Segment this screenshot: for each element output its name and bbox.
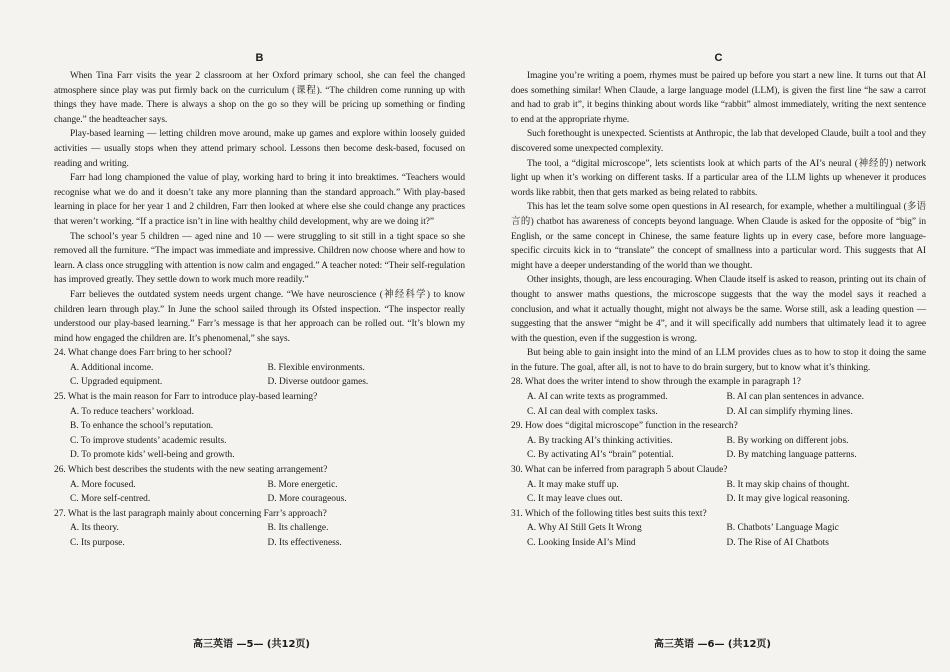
option: A. By tracking AI’s thinking activities.: [527, 435, 673, 446]
option: D. Its effectiveness.: [267, 538, 342, 548]
option: D. The Rise of AI Chatbots: [726, 538, 829, 548]
option: B. Chatbots’ Language Magic: [726, 523, 839, 534]
option: C. To improve students’ academic results.: [70, 435, 227, 446]
option: D. To promote kids’ well-being and growth.: [70, 450, 235, 461]
option: A. Why AI Still Gets It Wrong: [527, 523, 642, 534]
option: A. Its theory.: [70, 523, 119, 534]
question-29: [511, 419, 926, 463]
option: D. Diverse outdoor games.: [267, 377, 369, 388]
passage-paragraph: The tool, a “digital microscope”, lets scientists look at which parts of the AI’s neural (神经的) network light up when it’s working on different tasks. If a particular area of the LLM lights up whenever it produces words like rabbit, then that gets marked as being related to rabbits.: [511, 158, 926, 198]
question-stem: 30. What can be inferred from paragraph 5 about Claude?: [511, 465, 728, 476]
option: C. More self-centred.: [70, 494, 151, 505]
option: C. AI can deal with complex tasks.: [527, 406, 658, 417]
question-30: [511, 463, 926, 507]
passage-paragraph: Farr believes the outdated system needs urgent change. “We have neuroscience (神经科学) to know children learn through play.” In June the school sailed through its Ofsted inspection. “The inspector really understood our play-based learning.” Farr’s message is that her approach can be rolled out. “It’s blown my mind how engaged the children are. It’s phenomenal,” she says.: [54, 289, 465, 344]
question-stem: 25. What is the main reason for Farr to introduce play-based learning?: [54, 392, 318, 403]
option: D. AI can simplify rhyming lines.: [726, 406, 853, 417]
question-stem: 29. How does “digital microscope” function in the research?: [511, 421, 738, 432]
option: B. Its challenge.: [267, 523, 329, 534]
option: C. By activating AI’s “brain” potential.: [527, 450, 674, 461]
option: B. By working on different jobs.: [726, 435, 849, 446]
option: D. By matching language patterns.: [726, 450, 857, 461]
option: B. It may skip chains of thought.: [726, 479, 850, 490]
passage-paragraph: Such forethought is unexpected. Scientists at Anthropic, the lab that developed Claude, built a tool and they discovered some unexpected complexity.: [511, 129, 926, 154]
passage-paragraph: When Tina Farr visits the year 2 classroom at her Oxford primary school, she can feel the changed atmosphere since play was put firmly back on the curriculum (课程). “The children come running up with things they have made. There is always a shop on the go so they will be pricing up something or finding change.” the headteacher says.: [54, 71, 465, 125]
option: B. Flexible environments.: [267, 362, 365, 373]
passage-paragraph: This has let the team solve some open questions in AI research, for example, whether a multilingual (多语言的) chatbot has awareness of concepts beyond language. When Claude is asked for the opposite of “big” in English, or the same concept in Chinese, the same feature lights up in every case, before more language-specific circuits kick in to “translate” the concept of smallness into a particular word. This suggests that AI might have a deeper understanding of the world than we thought.: [511, 202, 926, 271]
page-footer: 高三英语 —5— (共12页): [193, 639, 310, 650]
passage-paragraph: The school’s year 5 children — aged nine and 10 — were struggling to sit still in a tight space so she removed all the furniture. “The impact was immediate and impressive. Children now choose where and how to learn. A class once struggling with attention is now calm and engaged.” A teacher noted: “Their self-regulation has improved greatly. They settle down to work much more readily.”: [54, 231, 465, 286]
option: A. To reduce teachers’ workload.: [70, 406, 194, 417]
option: D. More courageous.: [267, 494, 347, 505]
option: B. More energetic.: [267, 479, 338, 490]
option: C. Upgraded equipment.: [70, 377, 163, 388]
question-24: [54, 346, 465, 390]
option: C. Looking Inside AI’s Mind: [527, 538, 636, 548]
option: A. Additional income.: [70, 362, 154, 373]
option: A. More focused.: [70, 479, 136, 490]
question-28: [511, 375, 926, 419]
question-25: [54, 390, 465, 463]
question-stem: 24. What change does Farr bring to her school?: [54, 348, 232, 359]
option: A. It may make stuff up.: [527, 479, 619, 490]
option: B. To enhance the school’s reputation.: [70, 421, 214, 432]
option: A. AI can write texts as programmed.: [527, 392, 668, 403]
section-title: C: [714, 52, 723, 64]
passage-paragraph: But being able to gain insight into the mind of an LLM provides clues as to how to stop it doing the same in the future. The goal, after all, is not to have to do brain surgery, but to know what it’s thinking.: [511, 348, 926, 373]
question-stem: 31. Which of the following titles best suits this text?: [511, 508, 707, 519]
passage-paragraph: Farr had long championed the value of play, working hard to bring it into breaktimes. “Teachers would recognise what we do and it doesn’t take any more planning than the standard approach.” With play-based learning in place for her year 1 and 2 children, Farr then looked at where else she could change any practices that weren’t working. “If a practice isn’t in line with healthy child development, why are we doing it?”: [54, 173, 465, 227]
option: C. It may leave clues out.: [527, 494, 623, 505]
passage-paragraph: Other insights, though, are less encouraging. When Claude itself is asked to reason, printing out its chain of thought to answer maths questions, the microscope suggests that the way the model says it reached a conclusion, and what it actually thought, might not always be the same. Worse still, ask a leading question — suggesting that the answer “might be 4”, and it will specifically add numbers that ultimately lead it to agree with the question, even if the suggestion is wrong.: [511, 275, 926, 344]
passage-paragraph: Play-based learning — letting children move around, make up games and explore within loosely guided activities — usually stops when they attend primary school. Lessons then become desk-based, focused on reading and writing.: [54, 129, 465, 169]
passage-paragraph: Imagine you’re writing a poem, rhymes must be paired up before you start a new line. It turns out that AI does something similar! When Claude, a large language model (LLM), is given the first line “he saw a carrot and had to grab it”, it begins thinking about words like “rabbit” almost immediately, writing the next sentence to end at the appropriate rhyme.: [511, 71, 926, 125]
section-title: B: [255, 52, 264, 64]
right-page: [475, 0, 950, 672]
page-footer: 高三英语 —6— (共12页): [654, 639, 771, 650]
question-stem: 26. Which best describes the students with the new seating arrangement?: [54, 465, 328, 476]
option: C. Its purpose.: [70, 538, 125, 548]
question-26: [54, 463, 465, 507]
option: B. AI can plan sentences in advance.: [726, 392, 864, 403]
option: D. It may give logical reasoning.: [726, 494, 850, 505]
question-stem: 27. What is the last paragraph mainly about concerning Farr’s approach?: [54, 508, 327, 519]
question-27: [54, 507, 465, 551]
question-31: [511, 507, 926, 551]
question-stem: 28. What does the writer intend to show through the example in paragraph 1?: [511, 377, 801, 388]
